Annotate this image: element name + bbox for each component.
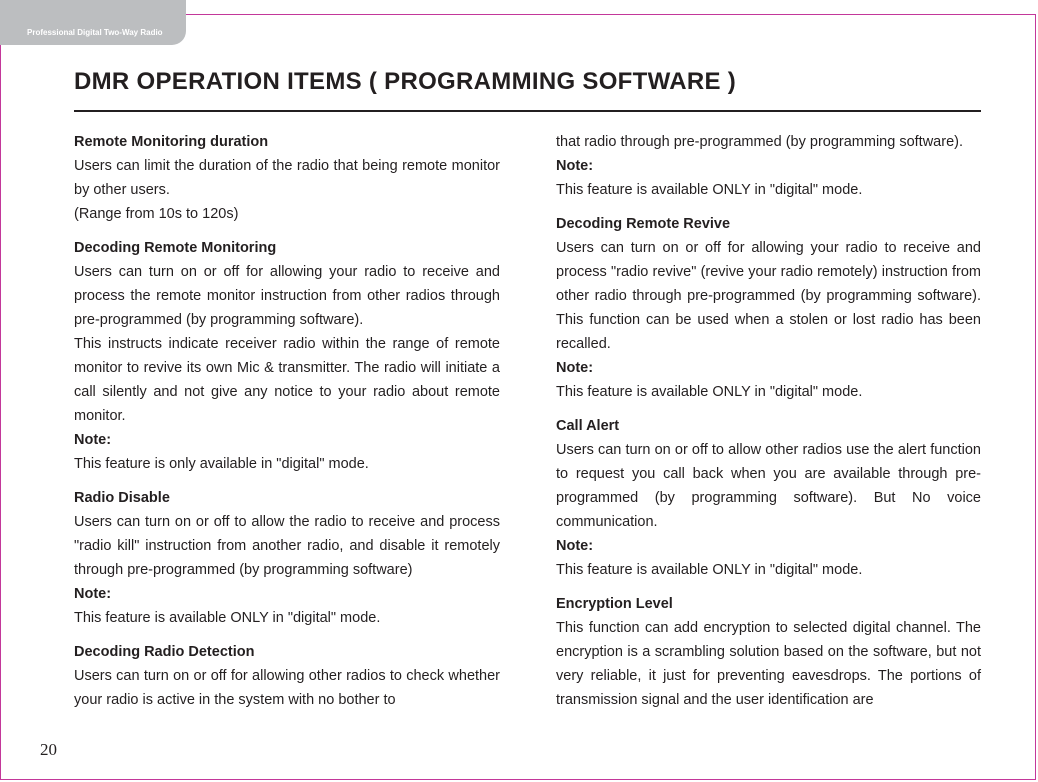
note-text: This feature is only available in "digital" mode. — [74, 456, 369, 472]
note-label: Note: — [556, 538, 594, 554]
header-tab — [0, 0, 186, 45]
section-heading: Decoding Radio Detection — [74, 644, 255, 660]
section-heading: Remote Monitoring duration — [74, 134, 269, 150]
section-decoding-remote-monitoring — [74, 236, 500, 476]
section-heading: Encryption Level — [556, 596, 673, 612]
page-number: 20 — [40, 740, 57, 759]
section-heading: Decoding Remote Revive — [556, 216, 731, 232]
section-body: Users can limit the duration of the radio that being remote monitor by other users. — [74, 158, 500, 198]
note-text: This feature is available ONLY in "digital" mode. — [74, 610, 381, 626]
section-body: Users can turn on or off to allow the radio to receive and process "radio kill" instruction from another radio, and disable it remotely through pre-programmed (by programming software) — [74, 514, 500, 578]
note-label: Note: — [74, 432, 112, 448]
note-label: Note: — [74, 586, 112, 602]
section-decoding-radio-detection — [74, 640, 500, 712]
section-radio-disable — [74, 486, 500, 630]
left-column — [74, 130, 500, 722]
page-title: DMR OPERATION ITEMS ( PROGRAMMING SOFTWARE ) — [74, 68, 737, 95]
section-heading: Decoding Remote Monitoring — [74, 240, 277, 256]
tab-label: Professional Digital Two-Way Radio — [27, 28, 163, 37]
section-decoding-remote-revive — [556, 212, 981, 404]
section-remote-monitoring-duration — [74, 130, 500, 226]
note-text: This feature is available ONLY in "digital" mode. — [556, 384, 863, 400]
section-encryption-level — [556, 592, 981, 712]
right-column — [556, 130, 981, 722]
section-continued — [556, 130, 981, 202]
section-heading: Radio Disable — [74, 490, 170, 506]
section-heading: Call Alert — [556, 418, 620, 434]
note-text: This feature is available ONLY in "digital" mode. — [556, 562, 863, 578]
note-label: Note: — [556, 158, 594, 174]
range-text: (Range from 10s to 120s) — [74, 206, 239, 222]
section-body: Users can turn on or off for allowing your radio to receive and process the remote monitor instruction from other radios through pre-programmed (by programming software). — [74, 264, 500, 328]
section-body: that radio through pre-programmed (by programming software). — [556, 134, 963, 150]
section-body: Users can turn on or off to allow other radios use the alert function to request you call back when you are available through pre-programmed (by programming software). But No voice communication. — [556, 442, 981, 530]
section-body: Users can turn on or off for allowing other radios to check whether your radio is active in the system with no bother to — [74, 668, 500, 708]
section-body: This function can add encryption to selected digital channel. The encryption is a scrambling solution based on the software, but not very reliable, it just for preventing eavesdrops. The portions of transmission signal and the user identification are — [556, 620, 981, 708]
section-body-2: This instructs indicate receiver radio within the range of remote monitor to revive its own Mic & transmitter. The radio will initiate a call silently and not give any notice to your radio about remote monitor. — [74, 336, 500, 424]
note-label: Note: — [556, 360, 594, 376]
note-text: This feature is available ONLY in "digital" mode. — [556, 182, 863, 198]
section-call-alert — [556, 414, 981, 582]
section-body: Users can turn on or off for allowing your radio to receive and process "radio revive" (revive your radio remotely) instruction from other radio through pre-programmed (by programming software). This function can be used when a stolen or lost radio has been recalled. — [556, 240, 981, 352]
title-divider — [74, 110, 981, 112]
